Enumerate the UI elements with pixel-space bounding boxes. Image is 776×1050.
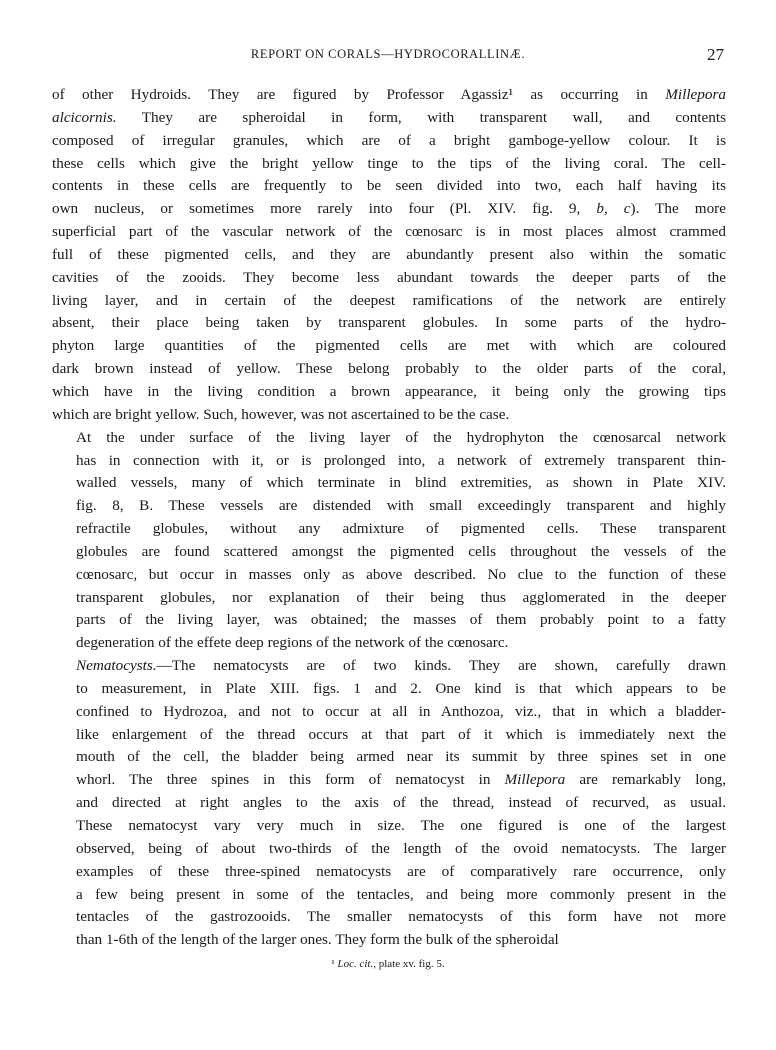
text-line — [52, 701, 726, 724]
text-run: of other Hydroids. They are figured by Professor Agassiz¹ as occurring in — [52, 86, 666, 103]
text-run: superficial part of the vascular network of the cœnosarc is in most places almost crammed — [52, 223, 726, 241]
text-line — [52, 335, 726, 358]
text-run: refractile globules, without any admixture of pigmented cells. These transparent — [76, 520, 726, 538]
footnote-citation: Loc. cit. — [337, 958, 374, 970]
running-head: REPORT ON CORALS—HYDROCORALLINÆ. — [250, 47, 526, 61]
text-run: are remarkably long, — [565, 771, 726, 789]
text-run: like enlargement of the thread occurs at that part of it which is immediately next the — [76, 725, 726, 743]
text-run: tentacles of the gastrozooids. The smaller nematocysts of this form have not more — [76, 908, 726, 926]
text-line — [52, 495, 726, 518]
text-run: cœnosarc, but occur in masses only as above described. No clue to the function of these — [76, 565, 726, 583]
text-line — [52, 541, 726, 564]
text-run: At the under surface of the living layer of the hydrophyton the cœnosarcal network — [76, 428, 726, 446]
text-line — [52, 107, 726, 130]
text-run: dark brown instead of yellow. These belong probably to the older parts of the coral, — [52, 360, 726, 378]
text-line — [52, 358, 726, 381]
page-number: 27 — [707, 45, 724, 64]
text-run: —The nematocysts are of two kinds. They are shown, carefully drawn — [156, 657, 726, 675]
text-line — [52, 655, 726, 678]
text-run: absent, their place being taken by transparent globules. In some parts of the hydro- — [52, 314, 726, 332]
text-run: which have in the living condition a brown appearance, it being only the growing tips — [52, 382, 726, 400]
page-header — [52, 45, 724, 69]
text-run: own nucleus, or sometimes more rarely into four (Pl. XIV. fig. 9, — [52, 200, 597, 218]
italic-text: b, c — [596, 200, 631, 218]
paragraph-p3 — [52, 655, 726, 952]
text-run: walled vessels, many of which terminate in blind extremities, as shown in Plate XIV. — [76, 474, 726, 492]
text-line — [52, 884, 726, 907]
text-line — [52, 427, 726, 450]
text-run: cavities of the zooids. They become less abundant towards the deeper parts of the — [52, 268, 726, 286]
text-line — [52, 792, 726, 815]
text-run: has in connection with it, or is prolonged into, a network of extremely transparent thin- — [76, 451, 726, 469]
text-run: degeneration of the effete deep regions of the network of the cœnosarc. — [76, 634, 509, 652]
footnote — [0, 958, 776, 970]
text-line — [52, 587, 726, 610]
text-run: a few being present in some of the tentacles, and being more commonly present in the — [76, 885, 726, 903]
text-line — [52, 815, 726, 838]
text-run: to measurement, in Plate XIII. figs. 1 and 2. One kind is that which appears to be — [76, 679, 726, 697]
text-run: and directed at right angles to the axis of the thread, instead of recurved, as usual. — [76, 794, 726, 812]
text-line — [52, 130, 726, 153]
body-text — [52, 84, 726, 952]
text-run: whorl. The three spines in this form of nematocyst in — [76, 771, 505, 789]
footnote-reference: , plate xv. fig. 5. — [373, 958, 445, 970]
text-line — [52, 746, 726, 769]
text-run: mouth of the cell, the bladder being armed near its summit by three spines set in one — [76, 748, 726, 766]
italic-text: alcicornis. — [52, 108, 117, 126]
text-line — [52, 381, 726, 404]
text-line — [52, 312, 726, 335]
text-run: examples of these three-spined nematocysts are of comparatively rare occurrence, only — [76, 862, 726, 880]
text-line — [52, 861, 726, 884]
text-run: observed, being of about two-thirds of the length of the ovoid nematocysts. The larger — [76, 839, 726, 857]
italic-text: Millepora — [504, 771, 566, 789]
text-run: living layer, and in certain of the deepest ramifications of the network are entirely — [52, 291, 726, 309]
text-line — [52, 221, 726, 244]
text-line — [52, 153, 726, 176]
text-line — [52, 267, 726, 290]
text-run: fig. 8, B. These vessels are distended with small exceedingly transparent and highly — [76, 497, 726, 515]
text-line — [52, 175, 726, 198]
text-line — [52, 518, 726, 541]
text-line — [52, 769, 726, 792]
text-line — [52, 84, 726, 107]
italic-text: Millepora — [665, 86, 726, 103]
footnote-marker: ¹ — [331, 958, 335, 970]
text-run: phyton large quantities of the pigmented cells are met with which are coloured — [52, 337, 726, 355]
text-run: globules are found scattered amongst the pigmented cells throughout the vessels of the — [76, 542, 726, 560]
text-run: These nematocyst vary very much in size. The one figured is one of the largest — [76, 817, 726, 834]
text-run: parts of the living layer, was obtained; the masses of them probably point to a fatty — [76, 611, 726, 629]
text-run: than 1-6th of the length of the larger ones. They form the bulk of the spheroidal — [76, 931, 559, 949]
text-run: full of these pigmented cells, and they are abundantly present also within the somatic — [52, 245, 726, 263]
paragraph-p1 — [52, 84, 726, 427]
text-line — [52, 838, 726, 861]
text-run: contents in these cells are frequently to be seen divided into two, each half having its — [52, 177, 726, 195]
text-line — [52, 450, 726, 473]
text-line — [52, 906, 726, 929]
text-line — [52, 198, 726, 221]
text-line — [52, 404, 726, 427]
text-run: ). The more — [630, 200, 726, 218]
text-run: confined to Hydrozoa, and not to occur at all in Anthozoa, viz., that in which a bladder- — [76, 702, 726, 720]
text-line — [52, 244, 726, 267]
text-line — [52, 678, 726, 701]
paragraph-p2 — [52, 427, 726, 655]
text-line — [52, 609, 726, 632]
italic-text: Nematocysts. — [76, 657, 157, 675]
text-run: which are bright yellow. Such, however, was not ascertained to be the case. — [52, 405, 510, 423]
text-run: transparent globules, nor explanation of their being thus agglomerated in the deeper — [76, 588, 726, 606]
text-line — [52, 724, 726, 747]
text-line — [52, 929, 726, 952]
text-run: They are spheroidal in form, with transparent wall, and contents — [116, 108, 726, 126]
text-line — [52, 564, 726, 587]
text-line — [52, 472, 726, 495]
text-line — [52, 290, 726, 313]
text-line — [52, 632, 726, 655]
text-run: these cells which give the bright yellow tinge to the tips of the living coral. The cell- — [52, 154, 726, 172]
text-run: composed of irregular granules, which are of a bright gamboge-yellow colour. It is — [52, 131, 726, 149]
